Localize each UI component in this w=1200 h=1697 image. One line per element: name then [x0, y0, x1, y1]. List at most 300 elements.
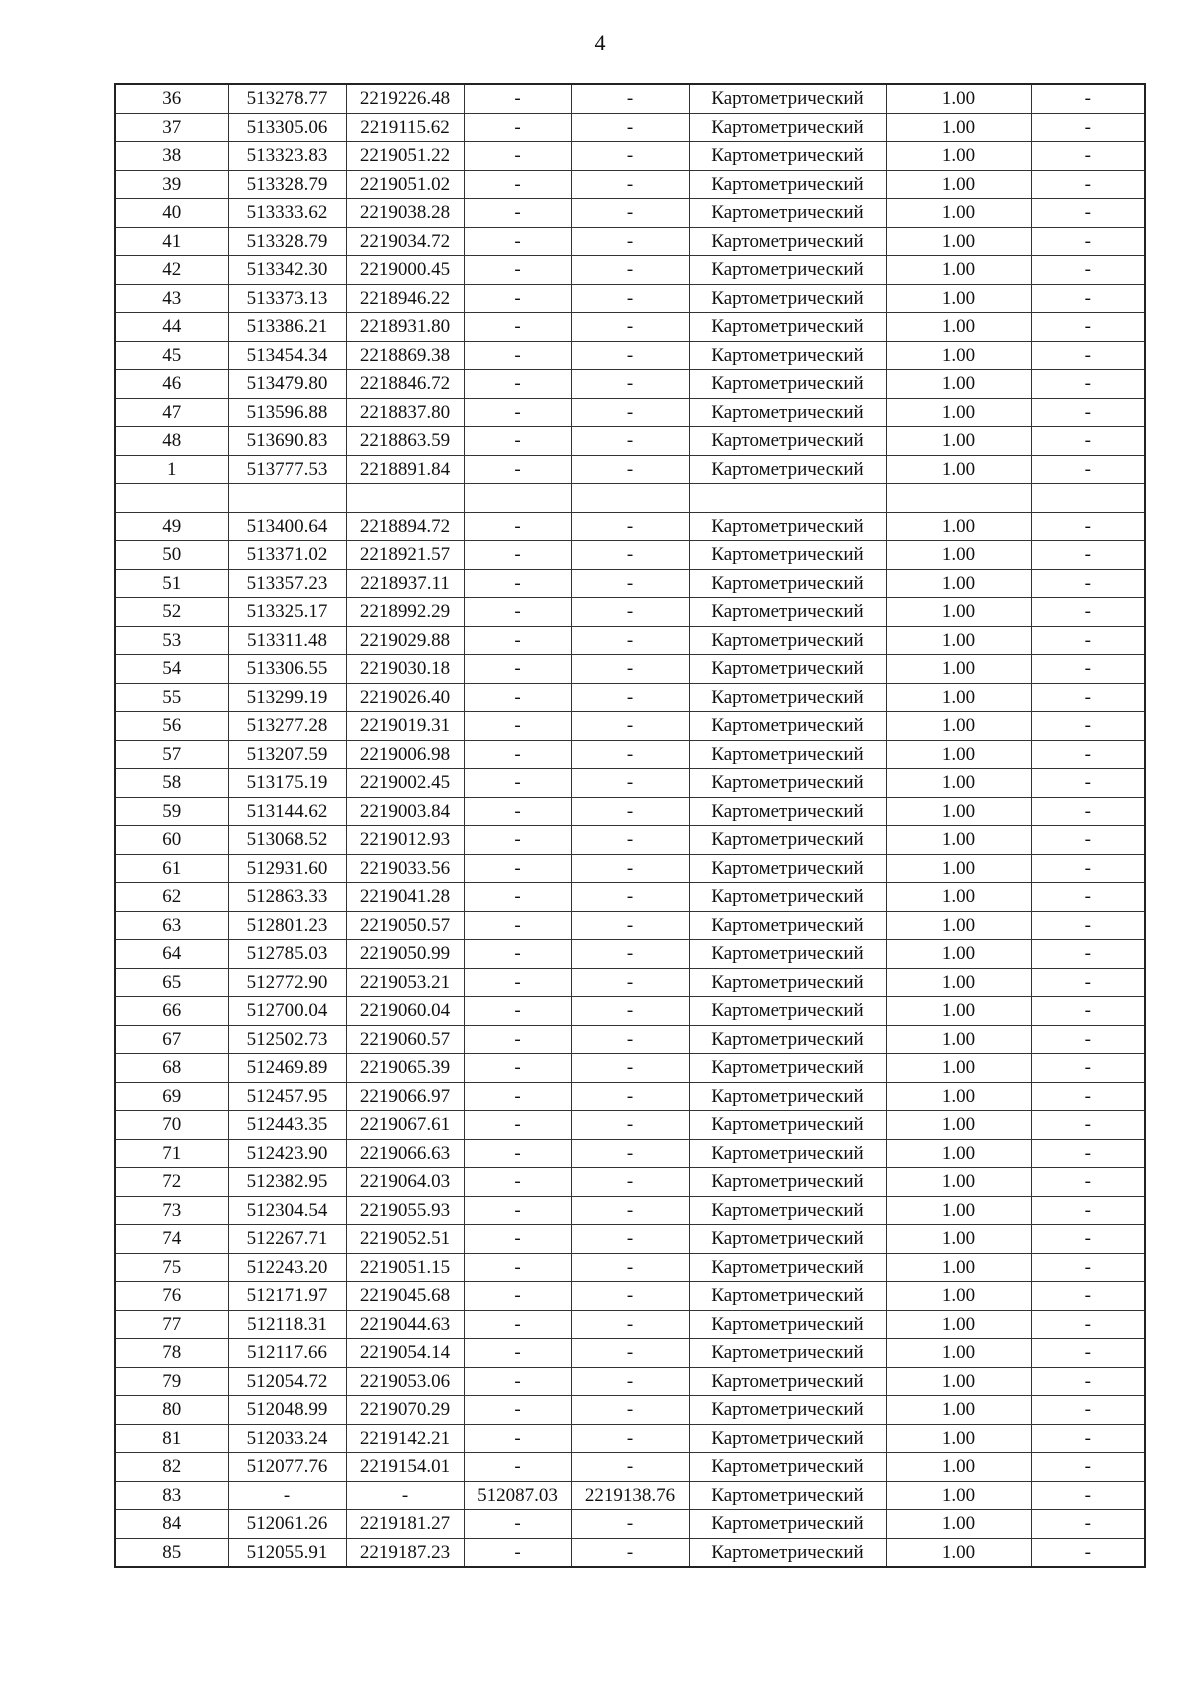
description-cell: - — [1031, 1510, 1145, 1539]
x-new-coordinate-cell: - — [464, 284, 571, 313]
precision-cell: 1.00 — [886, 883, 1031, 912]
point-number-cell: 80 — [115, 1396, 228, 1425]
x-new-coordinate-cell: - — [464, 683, 571, 712]
precision-cell: 1.00 — [886, 1538, 1031, 1567]
x-new-coordinate-cell: - — [464, 1367, 571, 1396]
description-cell: - — [1031, 769, 1145, 798]
point-number-cell: 76 — [115, 1282, 228, 1311]
description-cell: - — [1031, 84, 1145, 113]
y-new-coordinate-cell: - — [571, 1082, 689, 1111]
description-cell: - — [1031, 1225, 1145, 1254]
point-number-cell: 40 — [115, 199, 228, 228]
y-new-coordinate-cell: - — [571, 1538, 689, 1567]
table-row — [115, 1310, 1145, 1339]
precision-cell: 1.00 — [886, 170, 1031, 199]
method-cell: Картометрический — [689, 398, 886, 427]
y-new-coordinate-cell: - — [571, 712, 689, 741]
precision-cell: 1.00 — [886, 1168, 1031, 1197]
y-coordinate-cell: 2219026.40 — [346, 683, 464, 712]
x-new-coordinate-cell: - — [464, 1196, 571, 1225]
point-number-cell: 45 — [115, 341, 228, 370]
x-coordinate-cell: 513207.59 — [228, 740, 346, 769]
table-row — [115, 170, 1145, 199]
point-number-cell: 53 — [115, 626, 228, 655]
y-coordinate-cell: 2219051.02 — [346, 170, 464, 199]
method-cell: Картометрический — [689, 227, 886, 256]
description-cell: - — [1031, 1339, 1145, 1368]
table-row — [115, 1510, 1145, 1539]
x-coordinate-cell: 513479.80 — [228, 370, 346, 399]
x-coordinate-cell: 512048.99 — [228, 1396, 346, 1425]
method-cell: Картометрический — [689, 826, 886, 855]
y-coordinate-cell: 2218869.38 — [346, 341, 464, 370]
method-cell: Картометрический — [689, 598, 886, 627]
y-new-coordinate-cell: - — [571, 1111, 689, 1140]
method-cell: Картометрический — [689, 1282, 886, 1311]
x-coordinate-cell: 512171.97 — [228, 1282, 346, 1311]
point-number-cell: 54 — [115, 655, 228, 684]
description-cell: - — [1031, 1082, 1145, 1111]
x-new-coordinate-cell: - — [464, 626, 571, 655]
precision-cell: 1.00 — [886, 826, 1031, 855]
y-new-coordinate-cell: - — [571, 655, 689, 684]
y-coordinate-cell: - — [346, 1481, 464, 1510]
precision-cell: 1.00 — [886, 655, 1031, 684]
y-new-coordinate-cell: - — [571, 854, 689, 883]
table-row — [115, 398, 1145, 427]
y-coordinate-cell: 2218894.72 — [346, 512, 464, 541]
y-new-coordinate-cell: - — [571, 142, 689, 171]
precision-cell: 1.00 — [886, 398, 1031, 427]
description-cell: - — [1031, 427, 1145, 456]
x-new-coordinate-cell: - — [464, 940, 571, 969]
method-cell: Картометрический — [689, 1168, 886, 1197]
y-new-coordinate-cell: - — [571, 1310, 689, 1339]
method-cell: Картометрический — [689, 997, 886, 1026]
method-cell: Картометрический — [689, 1510, 886, 1539]
method-cell: Картометрический — [689, 797, 886, 826]
y-coordinate-cell: 2219030.18 — [346, 655, 464, 684]
table-row — [115, 313, 1145, 342]
point-number-cell: 82 — [115, 1453, 228, 1482]
description-cell: - — [1031, 1253, 1145, 1282]
x-coordinate-cell: 512267.71 — [228, 1225, 346, 1254]
x-new-coordinate-cell: - — [464, 341, 571, 370]
table-row — [115, 541, 1145, 570]
y-coordinate-cell: 2219003.84 — [346, 797, 464, 826]
method-cell: Картометрический — [689, 541, 886, 570]
precision-cell: 1.00 — [886, 1339, 1031, 1368]
x-new-coordinate-cell: - — [464, 968, 571, 997]
coordinates-table — [114, 83, 1146, 1568]
point-number-cell: 57 — [115, 740, 228, 769]
point-number-cell: 37 — [115, 113, 228, 142]
precision-cell: 1.00 — [886, 427, 1031, 456]
description-cell: - — [1031, 113, 1145, 142]
y-coordinate-cell: 2219038.28 — [346, 199, 464, 228]
y-new-coordinate-cell: - — [571, 84, 689, 113]
table-row — [115, 854, 1145, 883]
point-number-cell: 68 — [115, 1054, 228, 1083]
method-cell: Картометрический — [689, 854, 886, 883]
table-row — [115, 683, 1145, 712]
table-row — [115, 883, 1145, 912]
description-cell: - — [1031, 683, 1145, 712]
precision-cell: 1.00 — [886, 797, 1031, 826]
point-number-cell: 43 — [115, 284, 228, 313]
y-new-coordinate-cell: - — [571, 1139, 689, 1168]
y-coordinate-cell: 2219066.63 — [346, 1139, 464, 1168]
x-coordinate-cell: 512054.72 — [228, 1367, 346, 1396]
table-row — [115, 1453, 1145, 1482]
y-coordinate-cell: 2219000.45 — [346, 256, 464, 285]
x-coordinate-cell: 512243.20 — [228, 1253, 346, 1282]
precision-cell: 1.00 — [886, 769, 1031, 798]
table-row — [115, 1054, 1145, 1083]
y-new-coordinate-cell: - — [571, 1424, 689, 1453]
table-row — [115, 769, 1145, 798]
table-row — [115, 940, 1145, 969]
y-new-coordinate-cell: - — [571, 826, 689, 855]
x-coordinate-cell: 512443.35 — [228, 1111, 346, 1140]
table-row — [115, 1168, 1145, 1197]
method-cell: Картометрический — [689, 170, 886, 199]
x-new-coordinate-cell: - — [464, 427, 571, 456]
description-cell: - — [1031, 199, 1145, 228]
x-new-coordinate-cell: - — [464, 655, 571, 684]
y-coordinate-cell: 2219115.62 — [346, 113, 464, 142]
y-new-coordinate-cell: - — [571, 1225, 689, 1254]
precision-cell: 1.00 — [886, 142, 1031, 171]
method-cell: Картометрический — [689, 968, 886, 997]
y-new-coordinate-cell — [571, 484, 689, 513]
y-new-coordinate-cell: - — [571, 1253, 689, 1282]
y-coordinate-cell: 2219006.98 — [346, 740, 464, 769]
precision-cell: 1.00 — [886, 997, 1031, 1026]
x-coordinate-cell: 513333.62 — [228, 199, 346, 228]
y-coordinate-cell: 2219002.45 — [346, 769, 464, 798]
description-cell: - — [1031, 1424, 1145, 1453]
table-row — [115, 740, 1145, 769]
y-new-coordinate-cell: - — [571, 1510, 689, 1539]
y-new-coordinate-cell: - — [571, 797, 689, 826]
y-coordinate-cell: 2218992.29 — [346, 598, 464, 627]
method-cell: Картометрический — [689, 1196, 886, 1225]
y-new-coordinate-cell: - — [571, 683, 689, 712]
y-coordinate-cell — [346, 484, 464, 513]
x-new-coordinate-cell: - — [464, 256, 571, 285]
precision-cell: 1.00 — [886, 227, 1031, 256]
point-number-cell: 81 — [115, 1424, 228, 1453]
x-coordinate-cell: 512801.23 — [228, 911, 346, 940]
precision-cell: 1.00 — [886, 569, 1031, 598]
precision-cell: 1.00 — [886, 1367, 1031, 1396]
table-row — [115, 284, 1145, 313]
x-coordinate-cell: 513144.62 — [228, 797, 346, 826]
x-coordinate-cell: 513371.02 — [228, 541, 346, 570]
precision-cell: 1.00 — [886, 313, 1031, 342]
method-cell: Картометрический — [689, 1225, 886, 1254]
table-row — [115, 84, 1145, 113]
table-row — [115, 569, 1145, 598]
method-cell: Картометрический — [689, 1253, 886, 1282]
y-new-coordinate-cell: 2219138.76 — [571, 1481, 689, 1510]
y-coordinate-cell: 2219051.15 — [346, 1253, 464, 1282]
coordinates-table-body — [115, 84, 1145, 1567]
precision-cell: 1.00 — [886, 1453, 1031, 1482]
point-number-cell: 74 — [115, 1225, 228, 1254]
precision-cell: 1.00 — [886, 1082, 1031, 1111]
method-cell: Картометрический — [689, 1481, 886, 1510]
x-new-coordinate-cell: - — [464, 512, 571, 541]
x-coordinate-cell: 513357.23 — [228, 569, 346, 598]
method-cell: Картометрический — [689, 1054, 886, 1083]
point-number-cell: 1 — [115, 455, 228, 484]
precision-cell: 1.00 — [886, 968, 1031, 997]
x-new-coordinate-cell: - — [464, 1054, 571, 1083]
x-new-coordinate-cell: - — [464, 455, 571, 484]
y-coordinate-cell: 2219052.51 — [346, 1225, 464, 1254]
description-cell: - — [1031, 1282, 1145, 1311]
table-row — [115, 1367, 1145, 1396]
description-cell: - — [1031, 1111, 1145, 1140]
x-coordinate-cell: 512061.26 — [228, 1510, 346, 1539]
table-row — [115, 1538, 1145, 1567]
precision-cell: 1.00 — [886, 1111, 1031, 1140]
table-row — [115, 1253, 1145, 1282]
y-new-coordinate-cell: - — [571, 911, 689, 940]
x-new-coordinate-cell: - — [464, 1025, 571, 1054]
method-cell — [689, 484, 886, 513]
description-cell: - — [1031, 227, 1145, 256]
point-number-cell: 58 — [115, 769, 228, 798]
x-coordinate-cell: 513777.53 — [228, 455, 346, 484]
point-number-cell: 63 — [115, 911, 228, 940]
y-coordinate-cell: 2219012.93 — [346, 826, 464, 855]
x-coordinate-cell: 512785.03 — [228, 940, 346, 969]
point-number-cell: 79 — [115, 1367, 228, 1396]
x-new-coordinate-cell: - — [464, 84, 571, 113]
method-cell: Картометрический — [689, 626, 886, 655]
method-cell: Картометрический — [689, 1082, 886, 1111]
y-new-coordinate-cell: - — [571, 199, 689, 228]
y-coordinate-cell: 2218946.22 — [346, 284, 464, 313]
method-cell: Картометрический — [689, 712, 886, 741]
point-number-cell: 60 — [115, 826, 228, 855]
x-coordinate-cell: 513373.13 — [228, 284, 346, 313]
table-row — [115, 1111, 1145, 1140]
method-cell: Картометрический — [689, 1111, 886, 1140]
x-coordinate-cell: 513305.06 — [228, 113, 346, 142]
y-coordinate-cell: 2219055.93 — [346, 1196, 464, 1225]
table-row — [115, 826, 1145, 855]
x-coordinate-cell: 513323.83 — [228, 142, 346, 171]
y-new-coordinate-cell: - — [571, 1339, 689, 1368]
point-number-cell: 78 — [115, 1339, 228, 1368]
method-cell: Картометрический — [689, 142, 886, 171]
x-new-coordinate-cell: - — [464, 1082, 571, 1111]
table-row — [115, 626, 1145, 655]
table-row — [115, 997, 1145, 1026]
point-number-cell: 65 — [115, 968, 228, 997]
point-number-cell: 38 — [115, 142, 228, 171]
table-row — [115, 1396, 1145, 1425]
x-coordinate-cell: 512033.24 — [228, 1424, 346, 1453]
x-coordinate-cell: 512457.95 — [228, 1082, 346, 1111]
table-row — [115, 199, 1145, 228]
y-coordinate-cell: 2219053.06 — [346, 1367, 464, 1396]
precision-cell: 1.00 — [886, 1424, 1031, 1453]
x-new-coordinate-cell: - — [464, 370, 571, 399]
table-row — [115, 113, 1145, 142]
y-new-coordinate-cell: - — [571, 1453, 689, 1482]
x-coordinate-cell: 513386.21 — [228, 313, 346, 342]
method-cell: Картометрический — [689, 84, 886, 113]
table-row — [115, 341, 1145, 370]
precision-cell: 1.00 — [886, 1196, 1031, 1225]
method-cell: Картометрический — [689, 1424, 886, 1453]
y-new-coordinate-cell: - — [571, 398, 689, 427]
description-cell: - — [1031, 883, 1145, 912]
x-new-coordinate-cell: - — [464, 740, 571, 769]
description-cell: - — [1031, 968, 1145, 997]
table-row — [115, 1339, 1145, 1368]
x-coordinate-cell: 513299.19 — [228, 683, 346, 712]
page-number: 4 — [594, 30, 606, 55]
y-coordinate-cell: 2219154.01 — [346, 1453, 464, 1482]
method-cell: Картометрический — [689, 370, 886, 399]
point-number-cell: 42 — [115, 256, 228, 285]
precision-cell: 1.00 — [886, 1054, 1031, 1083]
table-row — [115, 427, 1145, 456]
table-row — [115, 1225, 1145, 1254]
precision-cell: 1.00 — [886, 512, 1031, 541]
description-cell: - — [1031, 1054, 1145, 1083]
x-new-coordinate-cell: - — [464, 1396, 571, 1425]
y-coordinate-cell: 2219050.99 — [346, 940, 464, 969]
precision-cell — [886, 484, 1031, 513]
y-new-coordinate-cell: - — [571, 170, 689, 199]
x-coordinate-cell: 512772.90 — [228, 968, 346, 997]
description-cell: - — [1031, 256, 1145, 285]
y-coordinate-cell: 2218837.80 — [346, 398, 464, 427]
table-row — [115, 1481, 1145, 1510]
precision-cell: 1.00 — [886, 1253, 1031, 1282]
x-coordinate-cell: 512423.90 — [228, 1139, 346, 1168]
x-new-coordinate-cell: - — [464, 142, 571, 171]
precision-cell: 1.00 — [886, 1310, 1031, 1339]
y-coordinate-cell: 2219067.61 — [346, 1111, 464, 1140]
point-number-cell: 56 — [115, 712, 228, 741]
x-new-coordinate-cell: - — [464, 1538, 571, 1567]
precision-cell: 1.00 — [886, 626, 1031, 655]
method-cell: Картометрический — [689, 1025, 886, 1054]
precision-cell: 1.00 — [886, 541, 1031, 570]
y-new-coordinate-cell: - — [571, 997, 689, 1026]
description-cell: - — [1031, 1139, 1145, 1168]
description-cell: - — [1031, 1481, 1145, 1510]
point-number-cell: 44 — [115, 313, 228, 342]
y-coordinate-cell: 2219054.14 — [346, 1339, 464, 1368]
point-number-cell: 46 — [115, 370, 228, 399]
y-coordinate-cell: 2219070.29 — [346, 1396, 464, 1425]
y-new-coordinate-cell: - — [571, 1367, 689, 1396]
method-cell: Картометрический — [689, 769, 886, 798]
y-coordinate-cell: 2218863.59 — [346, 427, 464, 456]
description-cell: - — [1031, 1538, 1145, 1567]
x-new-coordinate-cell: - — [464, 170, 571, 199]
x-coordinate-cell: 512118.31 — [228, 1310, 346, 1339]
point-number-cell: 51 — [115, 569, 228, 598]
method-cell: Картометрический — [689, 883, 886, 912]
x-new-coordinate-cell: - — [464, 1339, 571, 1368]
x-coordinate-cell: 513328.79 — [228, 170, 346, 199]
point-number-cell: 67 — [115, 1025, 228, 1054]
point-number-cell: 75 — [115, 1253, 228, 1282]
y-new-coordinate-cell: - — [571, 1168, 689, 1197]
description-cell: - — [1031, 940, 1145, 969]
x-new-coordinate-cell: - — [464, 769, 571, 798]
x-new-coordinate-cell — [464, 484, 571, 513]
method-cell: Картометрический — [689, 455, 886, 484]
precision-cell: 1.00 — [886, 1396, 1031, 1425]
x-coordinate-cell: 513068.52 — [228, 826, 346, 855]
y-new-coordinate-cell: - — [571, 769, 689, 798]
x-coordinate-cell: 513400.64 — [228, 512, 346, 541]
precision-cell: 1.00 — [886, 341, 1031, 370]
point-number-cell: 64 — [115, 940, 228, 969]
method-cell: Картометрический — [689, 1538, 886, 1567]
table-row — [115, 455, 1145, 484]
precision-cell: 1.00 — [886, 199, 1031, 228]
precision-cell: 1.00 — [886, 1025, 1031, 1054]
x-coordinate-cell: 512382.95 — [228, 1168, 346, 1197]
y-new-coordinate-cell: - — [571, 740, 689, 769]
y-coordinate-cell: 2219187.23 — [346, 1538, 464, 1567]
precision-cell: 1.00 — [886, 740, 1031, 769]
point-number-cell — [115, 484, 228, 513]
precision-cell: 1.00 — [886, 84, 1031, 113]
y-new-coordinate-cell: - — [571, 455, 689, 484]
x-coordinate-cell: 513278.77 — [228, 84, 346, 113]
y-coordinate-cell: 2219045.68 — [346, 1282, 464, 1311]
y-coordinate-cell: 2219050.57 — [346, 911, 464, 940]
point-number-cell: 66 — [115, 997, 228, 1026]
description-cell: - — [1031, 1367, 1145, 1396]
precision-cell: 1.00 — [886, 1282, 1031, 1311]
y-coordinate-cell: 2219181.27 — [346, 1510, 464, 1539]
description-cell: - — [1031, 655, 1145, 684]
y-coordinate-cell: 2219033.56 — [346, 854, 464, 883]
point-number-cell: 39 — [115, 170, 228, 199]
x-new-coordinate-cell: - — [464, 1168, 571, 1197]
description-cell: - — [1031, 1310, 1145, 1339]
method-cell: Картометрический — [689, 1310, 886, 1339]
point-number-cell: 36 — [115, 84, 228, 113]
method-cell: Картометрический — [689, 683, 886, 712]
precision-cell: 1.00 — [886, 940, 1031, 969]
table-row — [115, 1424, 1145, 1453]
point-number-cell: 61 — [115, 854, 228, 883]
y-new-coordinate-cell: - — [571, 1025, 689, 1054]
x-coordinate-cell: 512117.66 — [228, 1339, 346, 1368]
description-cell: - — [1031, 797, 1145, 826]
description-cell: - — [1031, 626, 1145, 655]
table-row — [115, 968, 1145, 997]
description-cell: - — [1031, 284, 1145, 313]
table-row — [115, 512, 1145, 541]
description-cell: - — [1031, 170, 1145, 199]
